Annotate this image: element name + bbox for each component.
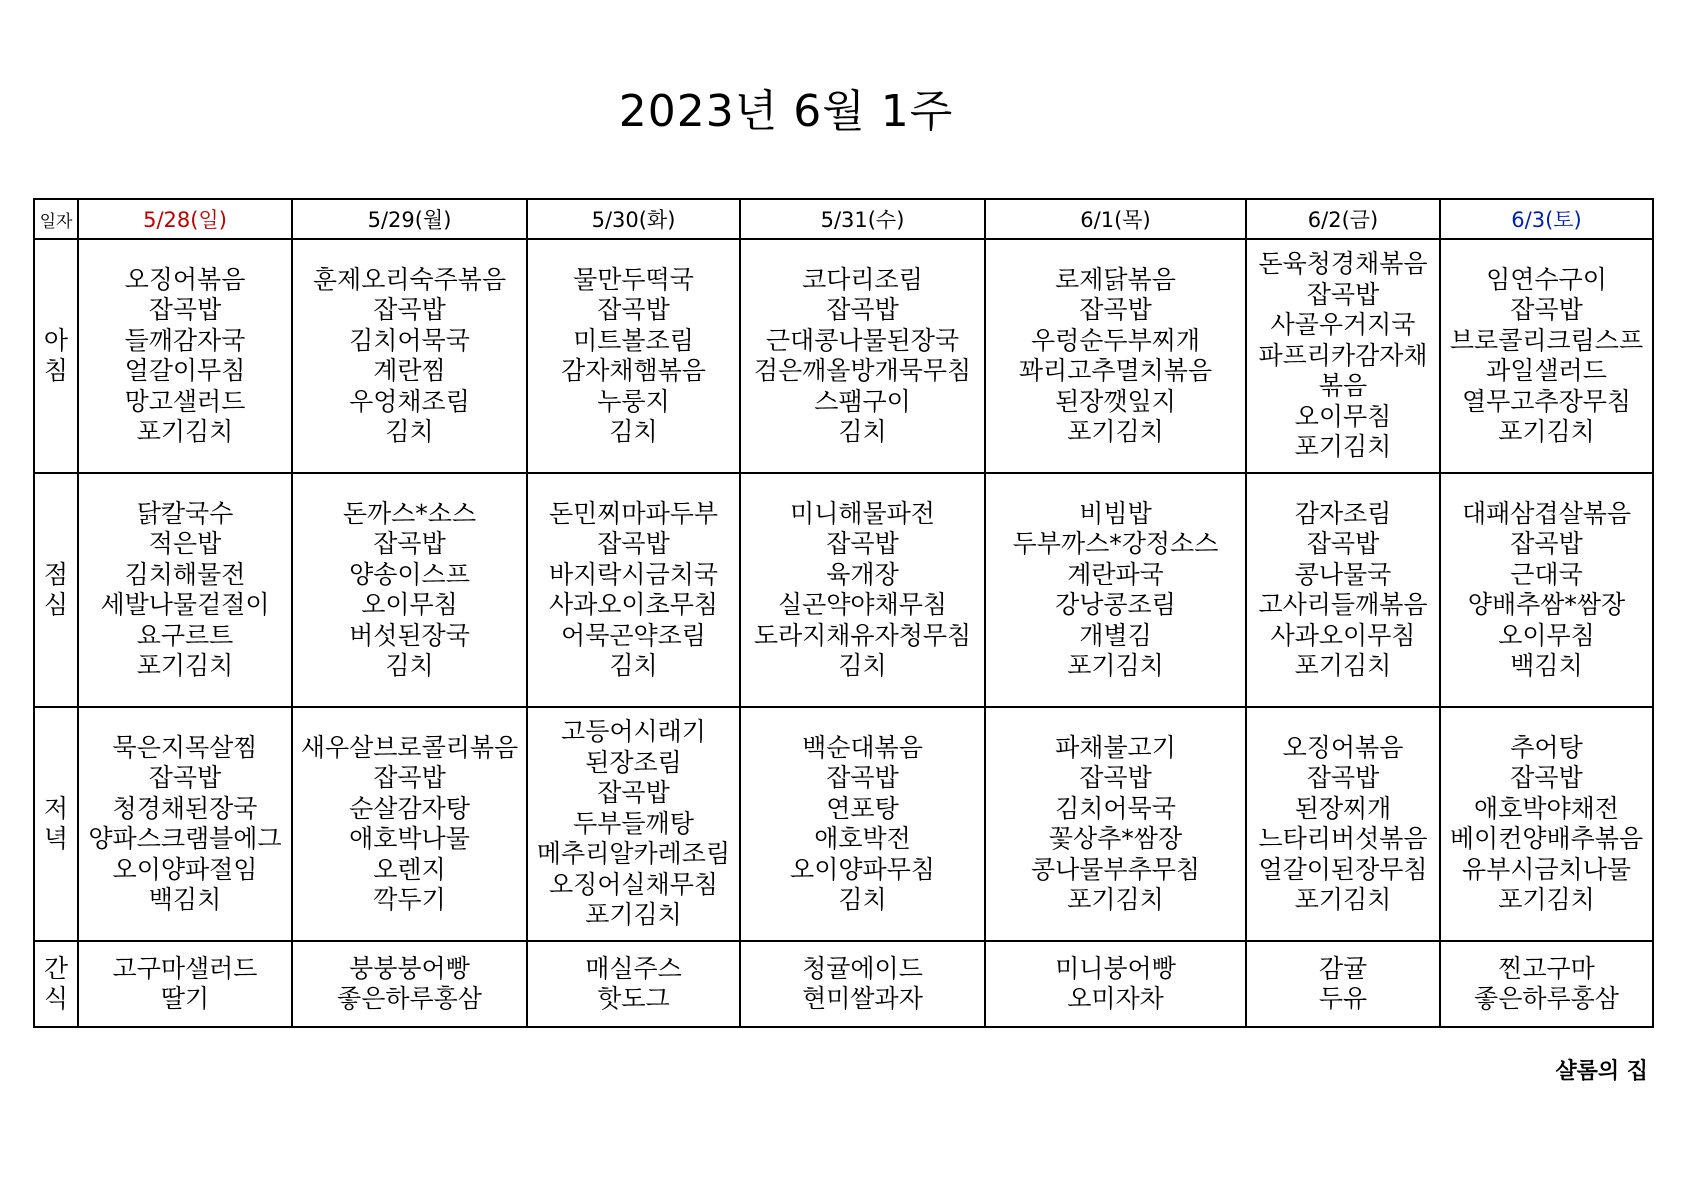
menu-cell: 매실주스 핫도그 <box>527 941 740 1027</box>
dinner-row <box>34 707 1653 941</box>
snack-label: 간 식 <box>34 941 78 1027</box>
menu-cell: 백순대볶음 잡곡밥 연포탕 애호박전 오이양파무침 김치 <box>740 707 985 941</box>
menu-cell: 새우살브로콜리볶음 잡곡밥 순살감자탕 애호박나물 오렌지 깍두기 <box>292 707 527 941</box>
breakfast-label: 아 침 <box>34 239 78 473</box>
lunch-label: 점 심 <box>34 473 78 707</box>
page-title: 2023년 6월 1주 <box>618 86 954 137</box>
menu-cell: 청귤에이드 현미쌀과자 <box>740 941 985 1027</box>
menu-cell: 찐고구마 좋은하루홍삼 <box>1440 941 1653 1027</box>
date-header-wed: 5/31(수) <box>740 199 985 239</box>
menu-cell: 돈민찌마파두부 잡곡밥 바지락시금치국 사과오이초무침 어묵곤약조림 김치 <box>527 473 740 707</box>
lunch-row <box>34 473 1653 707</box>
menu-cell: 대패삼겹살볶음 잡곡밥 근대국 양배추쌈*쌈장 오이무침 백김치 <box>1440 473 1653 707</box>
menu-cell: 미니해물파전 잡곡밥 육개장 실곤약야채무침 도라지채유자청무침 김치 <box>740 473 985 707</box>
menu-cell: 닭칼국수 적은밥 김치해물전 세발나물겉절이 요구르트 포기김치 <box>78 473 292 707</box>
date-header-fri: 6/2(금) <box>1246 199 1440 239</box>
menu-cell: 붕붕붕어빵 좋은하루홍삼 <box>292 941 527 1027</box>
date-header-sat: 6/3(토) <box>1440 199 1653 239</box>
menu-cell: 고등어시래기 된장조림 잡곡밥 두부들깨탕 메추리알카레조림 오징어실채무침 포기김치 <box>527 707 740 941</box>
date-header-row <box>34 199 1653 239</box>
date-header-label: 일자 <box>34 199 78 239</box>
snack-row <box>34 941 1653 1027</box>
menu-cell: 훈제오리숙주볶음 잡곡밥 김치어묵국 계란찜 우엉채조림 김치 <box>292 239 527 473</box>
menu-cell: 감귤 두유 <box>1246 941 1440 1027</box>
menu-cell: 감자조림 잡곡밥 콩나물국 고사리들깨볶음 사과오이무침 포기김치 <box>1246 473 1440 707</box>
breakfast-row <box>34 239 1653 473</box>
menu-cell: 묵은지목살찜 잡곡밥 청경채된장국 양파스크램블에그 오이양파절임 백김치 <box>78 707 292 941</box>
menu-cell: 추어탕 잡곡밥 애호박야채전 베이컨양배추볶음 유부시금치나물 포기김치 <box>1440 707 1653 941</box>
menu-cell: 오징어볶음 잡곡밥 들깨감자국 얼갈이무침 망고샐러드 포기김치 <box>78 239 292 473</box>
dinner-label: 저 녁 <box>34 707 78 941</box>
menu-cell: 고구마샐러드 딸기 <box>78 941 292 1027</box>
menu-cell: 로제닭볶음 잡곡밥 우렁순두부찌개 꽈리고추멸치볶음 된장깻잎지 포기김치 <box>985 239 1246 473</box>
weekly-menu-table <box>33 198 1654 1028</box>
menu-cell: 파채불고기 잡곡밥 김치어묵국 꽃상추*쌈장 콩나물부추무침 포기김치 <box>985 707 1246 941</box>
menu-cell: 물만두떡국 잡곡밥 미트볼조림 감자채햄볶음 누룽지 김치 <box>527 239 740 473</box>
date-header-thu: 6/1(목) <box>985 199 1246 239</box>
menu-cell: 돈육청경채볶음 잡곡밥 사골우거지국 파프리카감자채 볶음 오이무침 포기김치 <box>1246 239 1440 473</box>
menu-cell: 오징어볶음 잡곡밥 된장찌개 느타리버섯볶음 얼갈이된장무침 포기김치 <box>1246 707 1440 941</box>
menu-cell: 미니붕어빵 오미자차 <box>985 941 1246 1027</box>
footer-signature: 샬롬의 집 <box>1555 1059 1648 1084</box>
date-header-sun: 5/28(일) <box>78 199 292 239</box>
date-header-tue: 5/30(화) <box>527 199 740 239</box>
menu-cell: 돈까스*소스 잡곡밥 양송이스프 오이무침 버섯된장국 김치 <box>292 473 527 707</box>
date-header-mon: 5/29(월) <box>292 199 527 239</box>
menu-cell: 비빔밥 두부까스*강정소스 계란파국 강낭콩조림 개별김 포기김치 <box>985 473 1246 707</box>
menu-cell: 코다리조림 잡곡밥 근대콩나물된장국 검은깨올방개묵무침 스팸구이 김치 <box>740 239 985 473</box>
menu-cell: 임연수구이 잡곡밥 브로콜리크림스프 과일샐러드 열무고추장무침 포기김치 <box>1440 239 1653 473</box>
